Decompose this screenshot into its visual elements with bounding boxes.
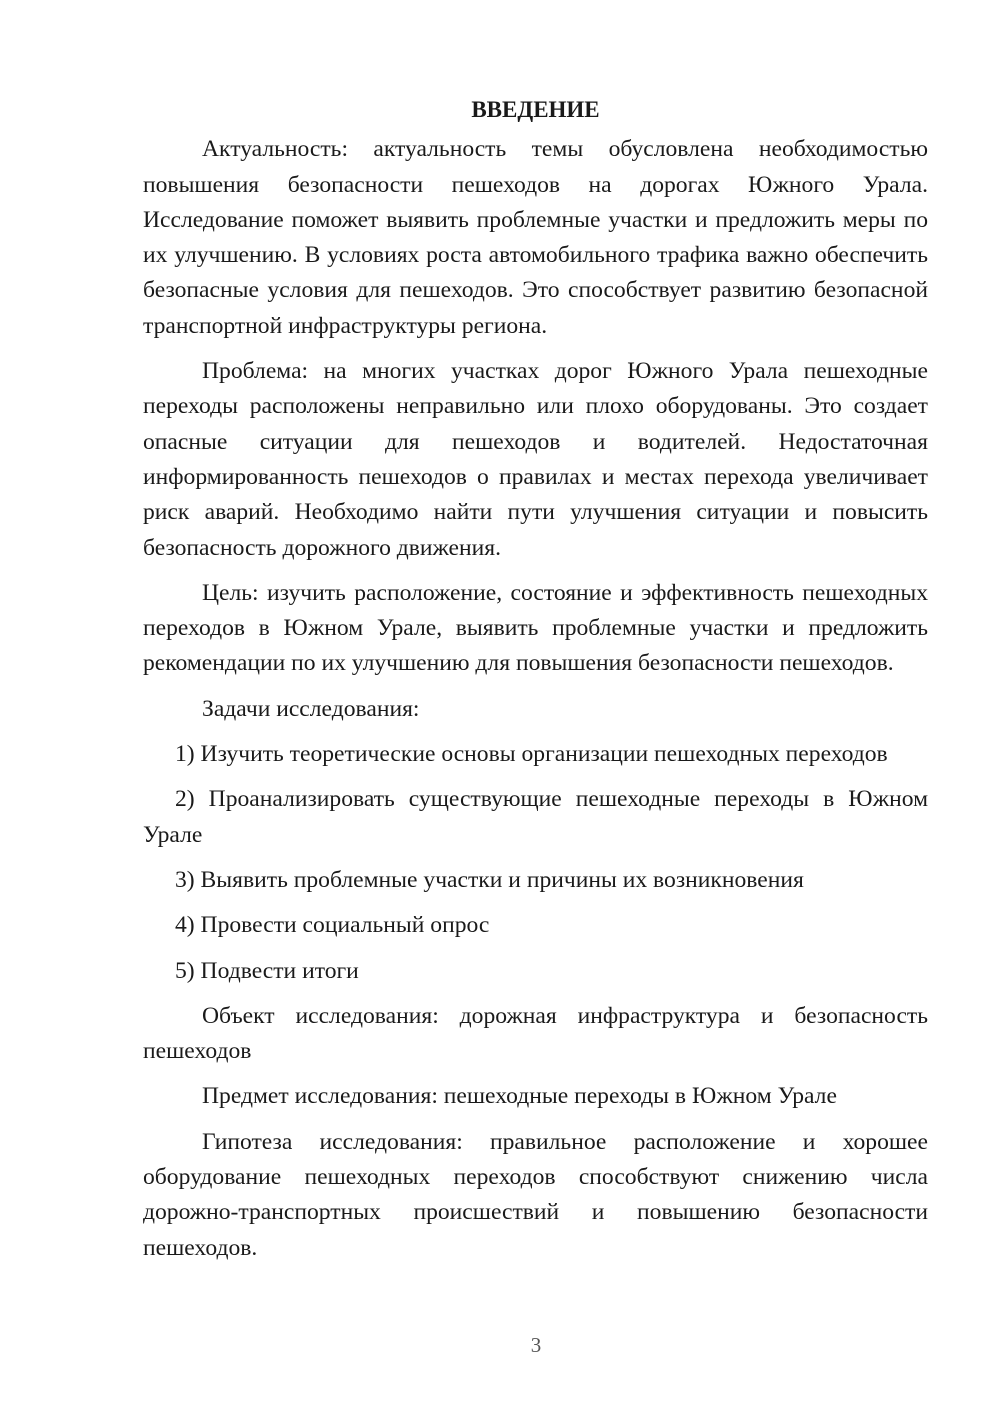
paragraph-object: Объект исследования: дорожная инфраструктура и безопасность пешеходов	[143, 1002, 928, 1065]
task-item-5: 5) Подвести итоги	[175, 957, 359, 984]
paragraph-subject: Предмет исследования: пешеходные переходы в Южном Урале	[202, 1083, 837, 1110]
page-number: 3	[530, 1333, 542, 1357]
paragraph-problem: Проблема: на многих участках дорог Южного Урала пешеходные переходы расположены неправильно или плохо оборудованы. Это создает опасные ситуации для пешеходов и водителей. Недостаточная информированность пешеходов о правилах и местах перехода увеличивает риск аварий. Необходимо найти пути улучшения ситуации и повысить безопасность дорожного движения.	[143, 358, 928, 561]
task-item-4: 4) Провести социальный опрос	[175, 912, 490, 939]
page-title: ВВЕДЕНИЕ	[471, 97, 600, 122]
paragraph-goal: Цель: изучить расположение, состояние и эффективность пешеходных переходов в Южном Урале, выявить проблемные участки и предложить рекомендации по их улучшению для повышения безопасности пешеходов.	[143, 579, 928, 677]
paragraph-hypothesis: Гипотеза исследования: правильное расположение и хорошее оборудование пешеходных переходов способствуют снижению числа дорожно-транспортных происшествий и повышению безопасности пешеходов.	[143, 1128, 928, 1261]
page-content	[143, 92, 928, 1276]
tasks-heading: Задачи исследования:	[202, 695, 420, 722]
task-item-3: 3) Выявить проблемные участки и причины их возникновения	[175, 866, 804, 893]
task-item-2: 2) Проанализировать существующие пешеходные переходы в Южном Урале	[143, 786, 928, 848]
task-item-1: 1) Изучить теоретические основы организации пешеходных переходов	[175, 741, 888, 768]
paragraph-relevance: Актуальность: актуальность темы обусловлена необходимостью повышения безопасности пешеходов на дорогах Южного Урала. Исследование поможет выявить проблемные участки и предложить меры по их улучшению. В условиях роста автомобильного трафика важно обеспечить безопасные условия для пешеходов. Это способствует развитию безопасной транспортной инфраструктуры региона.	[143, 136, 928, 339]
